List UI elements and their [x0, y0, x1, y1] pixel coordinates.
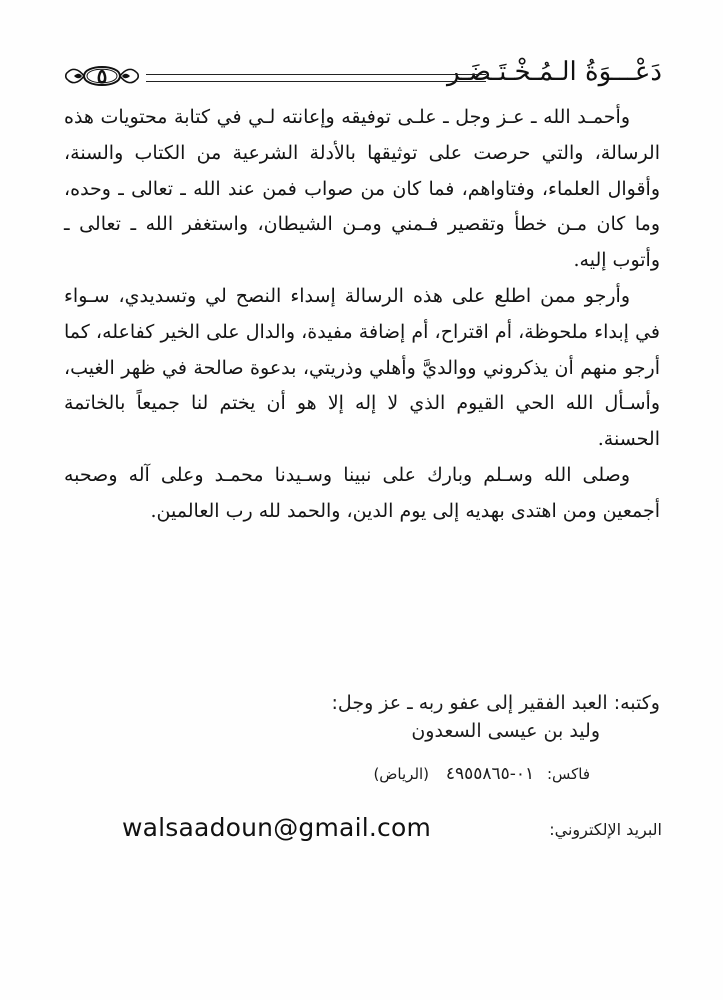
- signature-attribution: وكتبه: العبد الفقير إلى عفو ربه ـ عز وجل:: [331, 692, 660, 714]
- email-label: البريد الإلكتروني:: [549, 820, 662, 839]
- fax-number: ٠١-٤٩٥٥٨٦٥: [445, 764, 535, 784]
- header-double-rule: [146, 74, 486, 82]
- page-number: ٥: [96, 64, 108, 88]
- page-number-badge: [62, 56, 142, 96]
- running-title: دَعْـــوَةُ الـمُـخْـتَـضَـر: [446, 57, 662, 87]
- fax-row: [373, 762, 590, 786]
- paragraph: وأحمـد الله ـ عـز وجل ـ علـى توفيقه وإعانته لـي في كتابة محتويات هذه الرسالة، والتي حرصت على توثيقها بالأدلة الشرعية من الكتاب والسنة، وأقوال العلماء، وفتاواهم، فما كان من صواب فمن عند الله ـ تعالى ـ وحده، وما كان مـن خطأ وتقصير فـمني ومـن الشيطان، واستغفر الله ـ تعالى ـ وأتوب إليه.: [64, 106, 660, 272]
- fax-city: (الرياض): [373, 765, 430, 783]
- email-row: [122, 810, 662, 850]
- paragraph: وأرجو ممن اطلع على هذه الرسالة إسداء النصح لي وتسديدي، سـواء في إبداء ملحوظة، أم اقتراح، أم إضافة مفيدة، والدال على الخير كفاعله، كما أرجو منهم أن يذكروني ووالديَّ وأهلي وذريتي، بدعوة صالحة في ظهر الغيب، وأسـأل الله الحي القيوم الذي لا إله إلا هو أن يختم لنا جميعاً بالخاتمة الحسنة.: [64, 284, 660, 451]
- email-address: walsaadoun@gmail.com: [122, 813, 432, 842]
- author-name: وليد بن عيسى السعدون: [411, 720, 600, 742]
- body-text: [64, 100, 660, 530]
- page-header: [62, 52, 662, 96]
- fax-label: فاكس:: [546, 765, 590, 783]
- paragraph: وصلى الله وسـلم وبارك على نبينا وسـيدنا محمـد وعلى آله وصحبه أجمعين ومن اهتدى بهديه إلى يوم الدين، والحمد لله رب العالمين.: [64, 463, 660, 522]
